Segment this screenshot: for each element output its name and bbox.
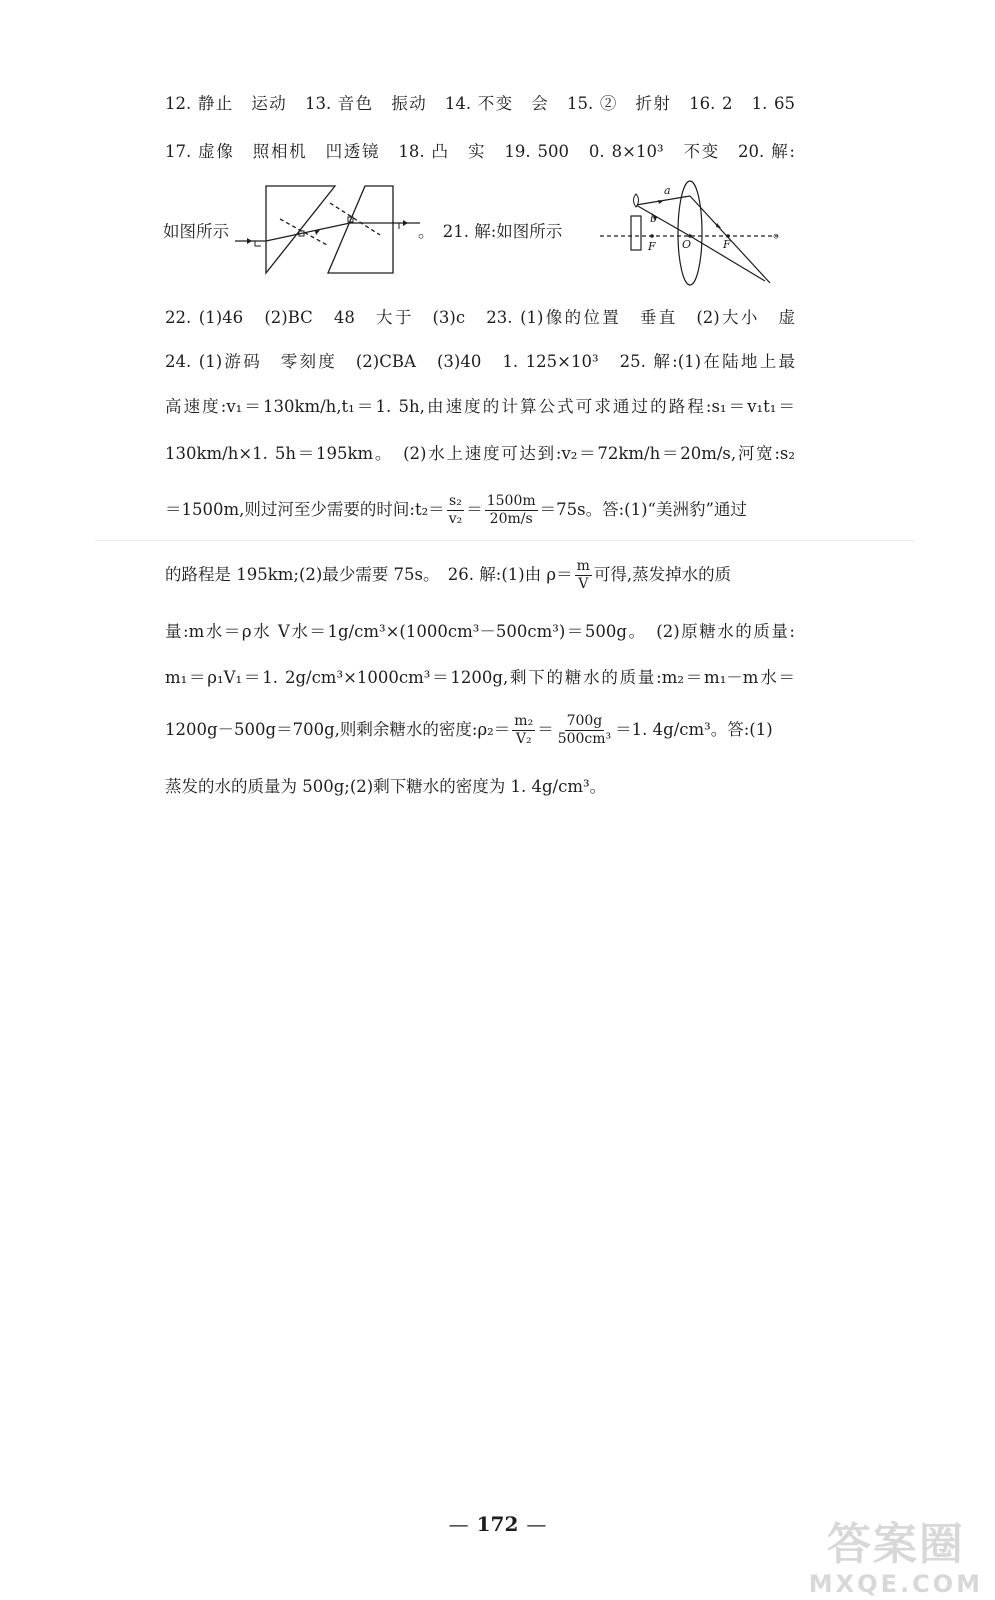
ray-b-incident	[636, 205, 690, 236]
normal-right	[330, 203, 380, 235]
refracted-ray-middle	[266, 223, 350, 241]
label-optical-center: O	[682, 238, 692, 251]
page-number: — 172 —	[448, 1512, 547, 1536]
label-focus-right: F	[723, 238, 731, 251]
answer-line-22-23: 22. (1)46 (2)BC 48 大于 (3)c 23. (1)像的位置 垂直 (2)大小 虚	[165, 308, 795, 327]
candle-flame-icon	[634, 194, 639, 207]
arrow-icon	[716, 223, 721, 228]
answer-25-line-4: ＝1500m,则过河至少需要的时间:t₂＝ $\frac{\text{s₂}}{\text{v₂}}$ ＝ $\frac{1500m}{20m/s}$ ＝75s。答:(1)“美洲豹”通过	[165, 493, 747, 527]
arrow-icon	[403, 220, 408, 226]
watermark	[809, 1520, 983, 1598]
label-focus-left: F	[648, 240, 656, 253]
watermark-title: 答案圈	[826, 1519, 965, 1570]
fraction-1500m-20ms: $\frac{1500m}{20m/s}$	[486, 493, 536, 527]
answer-line-17-20: 17. 虚像 照相机 凹透镜 18. 凸 实 19. 500 0. 8×10³ 不变 20. 解:	[165, 142, 795, 161]
fraction-s2-v2: $\frac{\text{s₂}}{\text{v₂}}$	[448, 493, 463, 527]
answer-line-24-25: 24. (1)游码 零刻度 (2)CBA (3)40 1. 125×10³ 25. 解:(1)在陆地上最	[165, 352, 795, 371]
glass-block-right	[328, 186, 393, 273]
arrow-icon	[247, 238, 252, 244]
answer-21-end: 。	[773, 222, 790, 241]
watermark-url: MXQE.COM	[808, 1570, 983, 1598]
page-divider	[95, 540, 915, 541]
fraction-700g-500cm3: $\frac{700g}{\text{500cm³}}$	[557, 713, 612, 747]
answer-25-end-26-start: 的路程是 195km;(2)最少需要 75s。 26. 解:(1)由 ρ＝ $\frac{m}{V}$ 可得,蒸发掉水的质	[165, 558, 732, 592]
answer-21-text: 。 21. 解:如图所示	[418, 222, 563, 241]
answer-26-line-4: 1200g－500g＝700g,则剩余糖水的密度:ρ₂＝ $\frac{\text{m₂}}{\text{V₂}}$ ＝ $\frac{700g}{\text{500cm³}}$ ＝1. 4g/cm³。答:(1)	[165, 713, 773, 747]
answer-20-text: 如图所示	[163, 222, 229, 241]
fraction-m-v: $\frac{m}{V}$	[576, 558, 590, 592]
fraction-m2-v2: $\frac{\text{m₂}}{\text{V₂}}$	[514, 713, 534, 747]
answer-26-line-2: 量:m水＝ρ水 V水＝1g/cm³×(1000cm³－500cm³)＝500g。 (2)原糖水的质量:	[165, 622, 795, 641]
refraction-diagram	[235, 183, 430, 278]
label-a: a	[664, 184, 671, 197]
ray-a-incident	[636, 196, 690, 205]
answer-25-line-2: 高速度:v₁＝130km/h,t₁＝1. 5h,由速度的计算公式可求通过的路程:s₁＝v₁t₁＝	[165, 397, 795, 416]
answer-line-12-16: 12. 静止 运动 13. 音色 振动 14. 不变 会 15. ② 折射 16. 2 1. 65	[165, 94, 795, 113]
label-b: b	[650, 212, 658, 225]
answer-26-line-3: m₁＝ρ₁V₁＝1. 2g/cm³×1000cm³＝1200g,剩下的糖水的质量:m₂＝m₁－m水＝	[165, 668, 795, 687]
lens-diagram	[600, 178, 780, 288]
answer-26-line-5: 蒸发的水的质量为 500g;(2)剩下糖水的密度为 1. 4g/cm³。	[165, 777, 607, 796]
glass-block-left	[266, 186, 335, 273]
candle	[631, 216, 641, 250]
answer-25-line-3: 130km/h×1. 5h＝195km。 (2)水上速度可达到:v₂＝72km/h＝20m/s,河宽:s₂	[165, 444, 795, 463]
